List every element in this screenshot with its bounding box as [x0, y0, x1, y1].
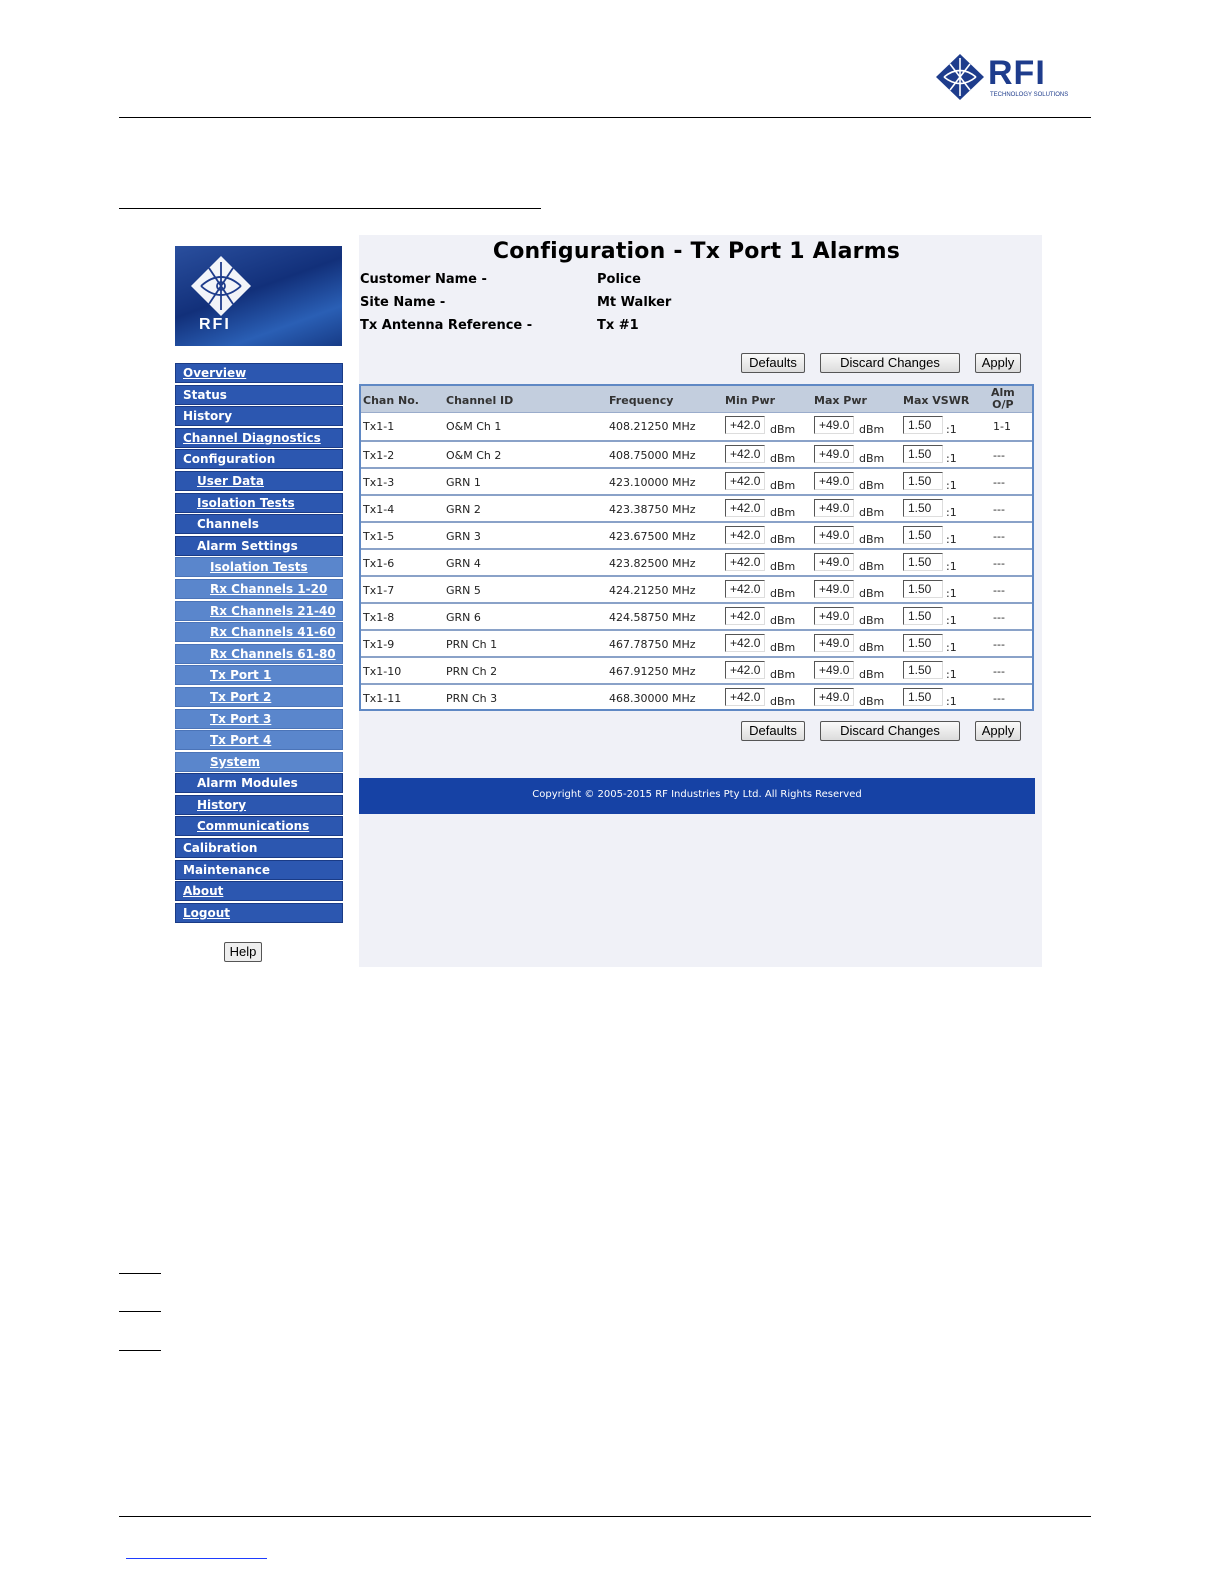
- frequency-cell: 423.38750 MHz: [609, 503, 696, 516]
- chan-no-cell: Tx1-1: [363, 420, 395, 433]
- rfi-antenna-logo-icon: [934, 52, 986, 102]
- customer-name-value: Police: [597, 272, 641, 287]
- min-pwr-input[interactable]: +42.0: [725, 445, 765, 463]
- frequency-cell: 423.10000 MHz: [609, 476, 696, 489]
- nav-about[interactable]: [175, 881, 343, 901]
- alarm-output-cell: ---: [993, 584, 1005, 597]
- frequency-cell: 423.67500 MHz: [609, 530, 696, 543]
- header-max-vswr: Max VSWR: [903, 394, 970, 407]
- max-pwr-input[interactable]: +49.0: [814, 472, 854, 490]
- section-heading-underline: [119, 208, 541, 209]
- alarm-output-cell: ---: [993, 665, 1005, 678]
- max-pwr-input[interactable]: +49.0: [814, 634, 854, 652]
- nav-item-label: Rx Channels 21-40: [210, 603, 336, 618]
- max-pwr-unit: dBm: [859, 668, 885, 681]
- nav-item-label: Overview: [183, 366, 247, 380]
- footer-rule: [119, 1516, 1091, 1517]
- nav-rx-channels-61-80[interactable]: [175, 644, 343, 664]
- max-vswr-input[interactable]: 1.50: [903, 607, 943, 625]
- vswr-ratio-unit: :1: [946, 587, 957, 600]
- header-min-pwr: Min Pwr: [725, 394, 776, 407]
- table-row: [361, 683, 1032, 710]
- alarm-output-cell: ---: [993, 638, 1005, 651]
- min-pwr-input[interactable]: +42.0: [725, 553, 765, 571]
- channel-id-cell: GRN 2: [446, 503, 481, 516]
- max-vswr-input[interactable]: 1.50: [903, 553, 943, 571]
- page-title: Configuration - Tx Port 1 Alarms: [492, 239, 901, 264]
- max-vswr-input[interactable]: 1.50: [903, 472, 943, 490]
- table-row: [361, 656, 1032, 683]
- nav-system[interactable]: [175, 752, 343, 772]
- nav-config-history[interactable]: [175, 795, 343, 815]
- header-chan-no: Chan No.: [363, 394, 419, 407]
- nav-item-label: Rx Channels 1-20: [210, 581, 328, 596]
- vswr-ratio-unit: :1: [946, 533, 957, 546]
- alarm-output-cell: ---: [993, 557, 1005, 570]
- vswr-ratio-unit: :1: [946, 614, 957, 627]
- frequency-cell: 408.75000 MHz: [609, 449, 696, 462]
- note-marker-1: [119, 1273, 161, 1274]
- nav-alarm-modules[interactable]: [175, 773, 343, 793]
- channel-id-cell: PRN Ch 1: [446, 638, 498, 651]
- nav-channel-diagnostics[interactable]: [175, 428, 343, 448]
- nav-item-label: Alarm Modules: [197, 776, 298, 791]
- discard-changes-button-bottom[interactable]: Discard Changes: [820, 721, 960, 741]
- nav-item-label: Calibration: [183, 841, 258, 856]
- nav-alarm-isolation-tests[interactable]: [175, 557, 343, 577]
- nav-tx-port-4[interactable]: [175, 730, 343, 750]
- vswr-ratio-unit: :1: [946, 452, 957, 465]
- min-pwr-input[interactable]: +42.0: [725, 661, 765, 679]
- frequency-cell: 424.21250 MHz: [609, 584, 696, 597]
- max-vswr-input[interactable]: 1.50: [903, 499, 943, 517]
- max-pwr-input[interactable]: +49.0: [814, 499, 854, 517]
- min-pwr-unit: dBm: [770, 423, 796, 436]
- table-row: [361, 548, 1032, 575]
- table-header: [361, 386, 1032, 413]
- table-row: [361, 602, 1032, 629]
- frequency-cell: 423.82500 MHz: [609, 557, 696, 570]
- note-marker-2: [119, 1311, 161, 1312]
- max-pwr-unit: dBm: [859, 560, 885, 573]
- alarm-output-cell: ---: [993, 503, 1005, 516]
- vswr-ratio-unit: :1: [946, 506, 957, 519]
- chan-no-cell: Tx1-9: [363, 638, 395, 651]
- nav-item-label: Tx Port 3: [210, 711, 272, 726]
- max-vswr-input[interactable]: 1.50: [903, 580, 943, 598]
- nav-item-label: Maintenance: [183, 862, 271, 877]
- chan-no-cell: Tx1-10: [363, 665, 402, 678]
- footer-link-underline: [126, 1558, 267, 1559]
- vswr-ratio-unit: :1: [946, 560, 957, 573]
- nav-item-label: About: [183, 884, 224, 899]
- min-pwr-input[interactable]: +42.0: [725, 580, 765, 598]
- defaults-button-top[interactable]: Defaults: [741, 353, 805, 373]
- channel-id-cell: PRN Ch 3: [446, 692, 498, 705]
- nav-isolation-tests[interactable]: [175, 493, 343, 513]
- frequency-cell: 468.30000 MHz: [609, 692, 696, 705]
- apply-button-top[interactable]: Apply: [975, 353, 1021, 373]
- alarm-output-cell: ---: [993, 449, 1005, 462]
- min-pwr-unit: dBm: [770, 614, 796, 627]
- frequency-cell: 467.78750 MHz: [609, 638, 696, 651]
- alarm-output-cell: ---: [993, 476, 1005, 489]
- chan-no-cell: Tx1-7: [363, 584, 395, 597]
- table-row: [361, 494, 1032, 521]
- nav-item-label: Tx Port 2: [210, 689, 272, 704]
- table-row: [361, 521, 1032, 548]
- alarm-output-cell: ---: [993, 530, 1005, 543]
- min-pwr-input[interactable]: +42.0: [725, 472, 765, 490]
- header-channel-id: Channel ID: [446, 394, 514, 407]
- nav-item-label: System: [210, 754, 260, 769]
- header-alm-op: [991, 387, 1015, 411]
- rfi-brand-tile: [175, 246, 342, 346]
- max-pwr-input[interactable]: +49.0: [814, 607, 854, 625]
- max-pwr-unit: dBm: [859, 506, 885, 519]
- max-pwr-unit: dBm: [859, 452, 885, 465]
- tx-alarms-table: [359, 384, 1034, 711]
- chan-no-cell: Tx1-11: [363, 692, 402, 705]
- min-pwr-unit: dBm: [770, 560, 796, 573]
- site-name-label: Site Name -: [360, 295, 446, 310]
- header-alm: Alm: [991, 386, 1015, 399]
- nav-configuration[interactable]: [175, 449, 343, 469]
- min-pwr-input[interactable]: +42.0: [725, 499, 765, 517]
- chan-no-cell: Tx1-8: [363, 611, 395, 624]
- max-pwr-input[interactable]: +49.0: [814, 445, 854, 463]
- nav-logout[interactable]: [175, 903, 343, 923]
- min-pwr-input[interactable]: +42.0: [725, 526, 765, 544]
- min-pwr-input[interactable]: +42.0: [725, 634, 765, 652]
- max-vswr-input[interactable]: 1.50: [903, 634, 943, 652]
- nav-item-label: Channel Diagnostics: [183, 430, 321, 445]
- nav-item-label: Alarm Settings: [197, 538, 298, 553]
- table-row: [361, 629, 1032, 656]
- antenna-reference-value: Tx #1: [597, 318, 639, 333]
- nav-item-label: Logout: [183, 905, 231, 920]
- min-pwr-unit: dBm: [770, 452, 796, 465]
- max-pwr-unit: dBm: [859, 587, 885, 600]
- channel-id-cell: GRN 5: [446, 584, 481, 597]
- nav-item-label: Tx Port 4: [210, 733, 272, 748]
- nav-calibration[interactable]: [175, 838, 343, 858]
- help-button[interactable]: Help: [224, 942, 262, 962]
- antenna-reference-label: Tx Antenna Reference -: [360, 318, 533, 333]
- nav-item-label: User Data: [197, 473, 265, 488]
- min-pwr-unit: dBm: [770, 641, 796, 654]
- table-row: [361, 467, 1032, 494]
- nav-item-label: Status: [183, 387, 227, 402]
- header-frequency: Frequency: [609, 394, 674, 407]
- nav-item-label: Tx Port 1: [210, 668, 272, 683]
- antenna-logo-icon: [189, 254, 253, 318]
- nav-rx-channels-21-40[interactable]: [175, 601, 343, 621]
- max-pwr-input[interactable]: +49.0: [814, 526, 854, 544]
- chan-no-cell: Tx1-4: [363, 503, 395, 516]
- max-pwr-unit: dBm: [859, 533, 885, 546]
- alarm-output-cell: ---: [993, 611, 1005, 624]
- nav-item-label: History: [197, 797, 247, 812]
- sidebar: [175, 246, 343, 959]
- nav-item-label: Communications: [197, 819, 310, 834]
- channel-id-cell: O&M Ch 1: [446, 420, 502, 433]
- brand-tile-text: RFI: [199, 316, 231, 333]
- nav-alarm-settings[interactable]: [175, 536, 343, 556]
- nav-item-label: Isolation Tests: [210, 560, 308, 575]
- logo-wordmark: RFI: [988, 54, 1046, 92]
- channel-id-cell: GRN 6: [446, 611, 481, 624]
- max-pwr-input[interactable]: +49.0: [814, 553, 854, 571]
- max-vswr-input[interactable]: 1.50: [903, 445, 943, 463]
- max-vswr-input[interactable]: 1.50: [903, 688, 943, 706]
- nav-item-label: Configuration: [183, 452, 276, 467]
- header-rule: [119, 117, 1091, 118]
- max-vswr-input[interactable]: 1.50: [903, 416, 943, 434]
- vswr-ratio-unit: :1: [946, 695, 957, 708]
- table-row: [361, 575, 1032, 602]
- nav-rx-channels-1-20[interactable]: [175, 579, 343, 599]
- main-content: [359, 235, 1042, 967]
- min-pwr-unit: dBm: [770, 533, 796, 546]
- channel-id-cell: GRN 3: [446, 530, 481, 543]
- nav-item-label: Channels: [197, 517, 259, 532]
- nav-channels[interactable]: [175, 514, 343, 534]
- channel-id-cell: O&M Ch 2: [446, 449, 502, 462]
- table-row: [361, 413, 1032, 440]
- alarm-output-cell: 1-1: [993, 420, 1011, 433]
- header-op: O/P: [992, 398, 1014, 411]
- max-pwr-unit: dBm: [859, 479, 885, 492]
- defaults-button-bottom[interactable]: Defaults: [741, 721, 805, 741]
- chan-no-cell: Tx1-3: [363, 476, 395, 489]
- min-pwr-input[interactable]: +42.0: [725, 688, 765, 706]
- note-marker-3: [119, 1350, 161, 1351]
- channel-id-cell: GRN 1: [446, 476, 481, 489]
- max-vswr-input[interactable]: 1.50: [903, 526, 943, 544]
- max-pwr-input[interactable]: +49.0: [814, 688, 854, 706]
- discard-changes-button-top[interactable]: Discard Changes: [820, 353, 960, 373]
- nav-tx-port-3[interactable]: [175, 709, 343, 729]
- min-pwr-input[interactable]: +42.0: [725, 416, 765, 434]
- vswr-ratio-unit: :1: [946, 423, 957, 436]
- alarm-output-cell: ---: [993, 692, 1005, 705]
- chan-no-cell: Tx1-6: [363, 557, 395, 570]
- nav-rx-channels-41-60[interactable]: [175, 622, 343, 642]
- frequency-cell: 408.21250 MHz: [609, 420, 696, 433]
- min-pwr-unit: dBm: [770, 668, 796, 681]
- header-max-pwr: Max Pwr: [814, 394, 867, 407]
- nav-item-label: Rx Channels 61-80: [210, 646, 336, 661]
- vswr-ratio-unit: :1: [946, 668, 957, 681]
- max-pwr-unit: dBm: [859, 423, 885, 436]
- min-pwr-unit: dBm: [770, 479, 796, 492]
- site-name-value: Mt Walker: [597, 295, 672, 310]
- table-body: [361, 413, 1032, 710]
- channel-id-cell: PRN Ch 2: [446, 665, 498, 678]
- sidebar-nav: [175, 363, 343, 924]
- max-vswr-input[interactable]: 1.50: [903, 661, 943, 679]
- max-pwr-input[interactable]: +49.0: [814, 661, 854, 679]
- frequency-cell: 467.91250 MHz: [609, 665, 696, 678]
- min-pwr-unit: dBm: [770, 506, 796, 519]
- max-pwr-unit: dBm: [859, 641, 885, 654]
- max-pwr-unit: dBm: [859, 614, 885, 627]
- table-row: [361, 440, 1032, 467]
- chan-no-cell: Tx1-5: [363, 530, 395, 543]
- customer-name-label: Customer Name -: [360, 272, 487, 287]
- nav-history[interactable]: [175, 406, 343, 426]
- min-pwr-unit: dBm: [770, 587, 796, 600]
- vswr-ratio-unit: :1: [946, 641, 957, 654]
- chan-no-cell: Tx1-2: [363, 449, 395, 462]
- channel-id-cell: GRN 4: [446, 557, 481, 570]
- apply-button-bottom[interactable]: Apply: [975, 721, 1021, 741]
- nav-communications[interactable]: [175, 816, 343, 836]
- min-pwr-unit: dBm: [770, 695, 796, 708]
- max-pwr-unit: dBm: [859, 695, 885, 708]
- min-pwr-input[interactable]: +42.0: [725, 607, 765, 625]
- nav-user-data[interactable]: [175, 471, 343, 491]
- vswr-ratio-unit: :1: [946, 479, 957, 492]
- copyright-footer: Copyright © 2005-2015 RF Industries Pty Ltd. All Rights Reserved: [359, 778, 1035, 814]
- max-pwr-input[interactable]: +49.0: [814, 580, 854, 598]
- nav-maintenance[interactable]: [175, 860, 343, 880]
- nav-item-label: History: [183, 409, 233, 424]
- nav-overview[interactable]: [175, 363, 343, 383]
- rfi-document-logo: [934, 52, 1069, 104]
- nav-item-label: Isolation Tests: [197, 495, 295, 510]
- nav-tx-port-1[interactable]: [175, 665, 343, 685]
- max-pwr-input[interactable]: +49.0: [814, 416, 854, 434]
- nav-item-label: Rx Channels 41-60: [210, 625, 336, 640]
- logo-tagline: TECHNOLOGY SOLUTIONS: [990, 92, 1069, 98]
- nav-tx-port-2[interactable]: [175, 687, 343, 707]
- nav-status[interactable]: [175, 385, 343, 405]
- frequency-cell: 424.58750 MHz: [609, 611, 696, 624]
